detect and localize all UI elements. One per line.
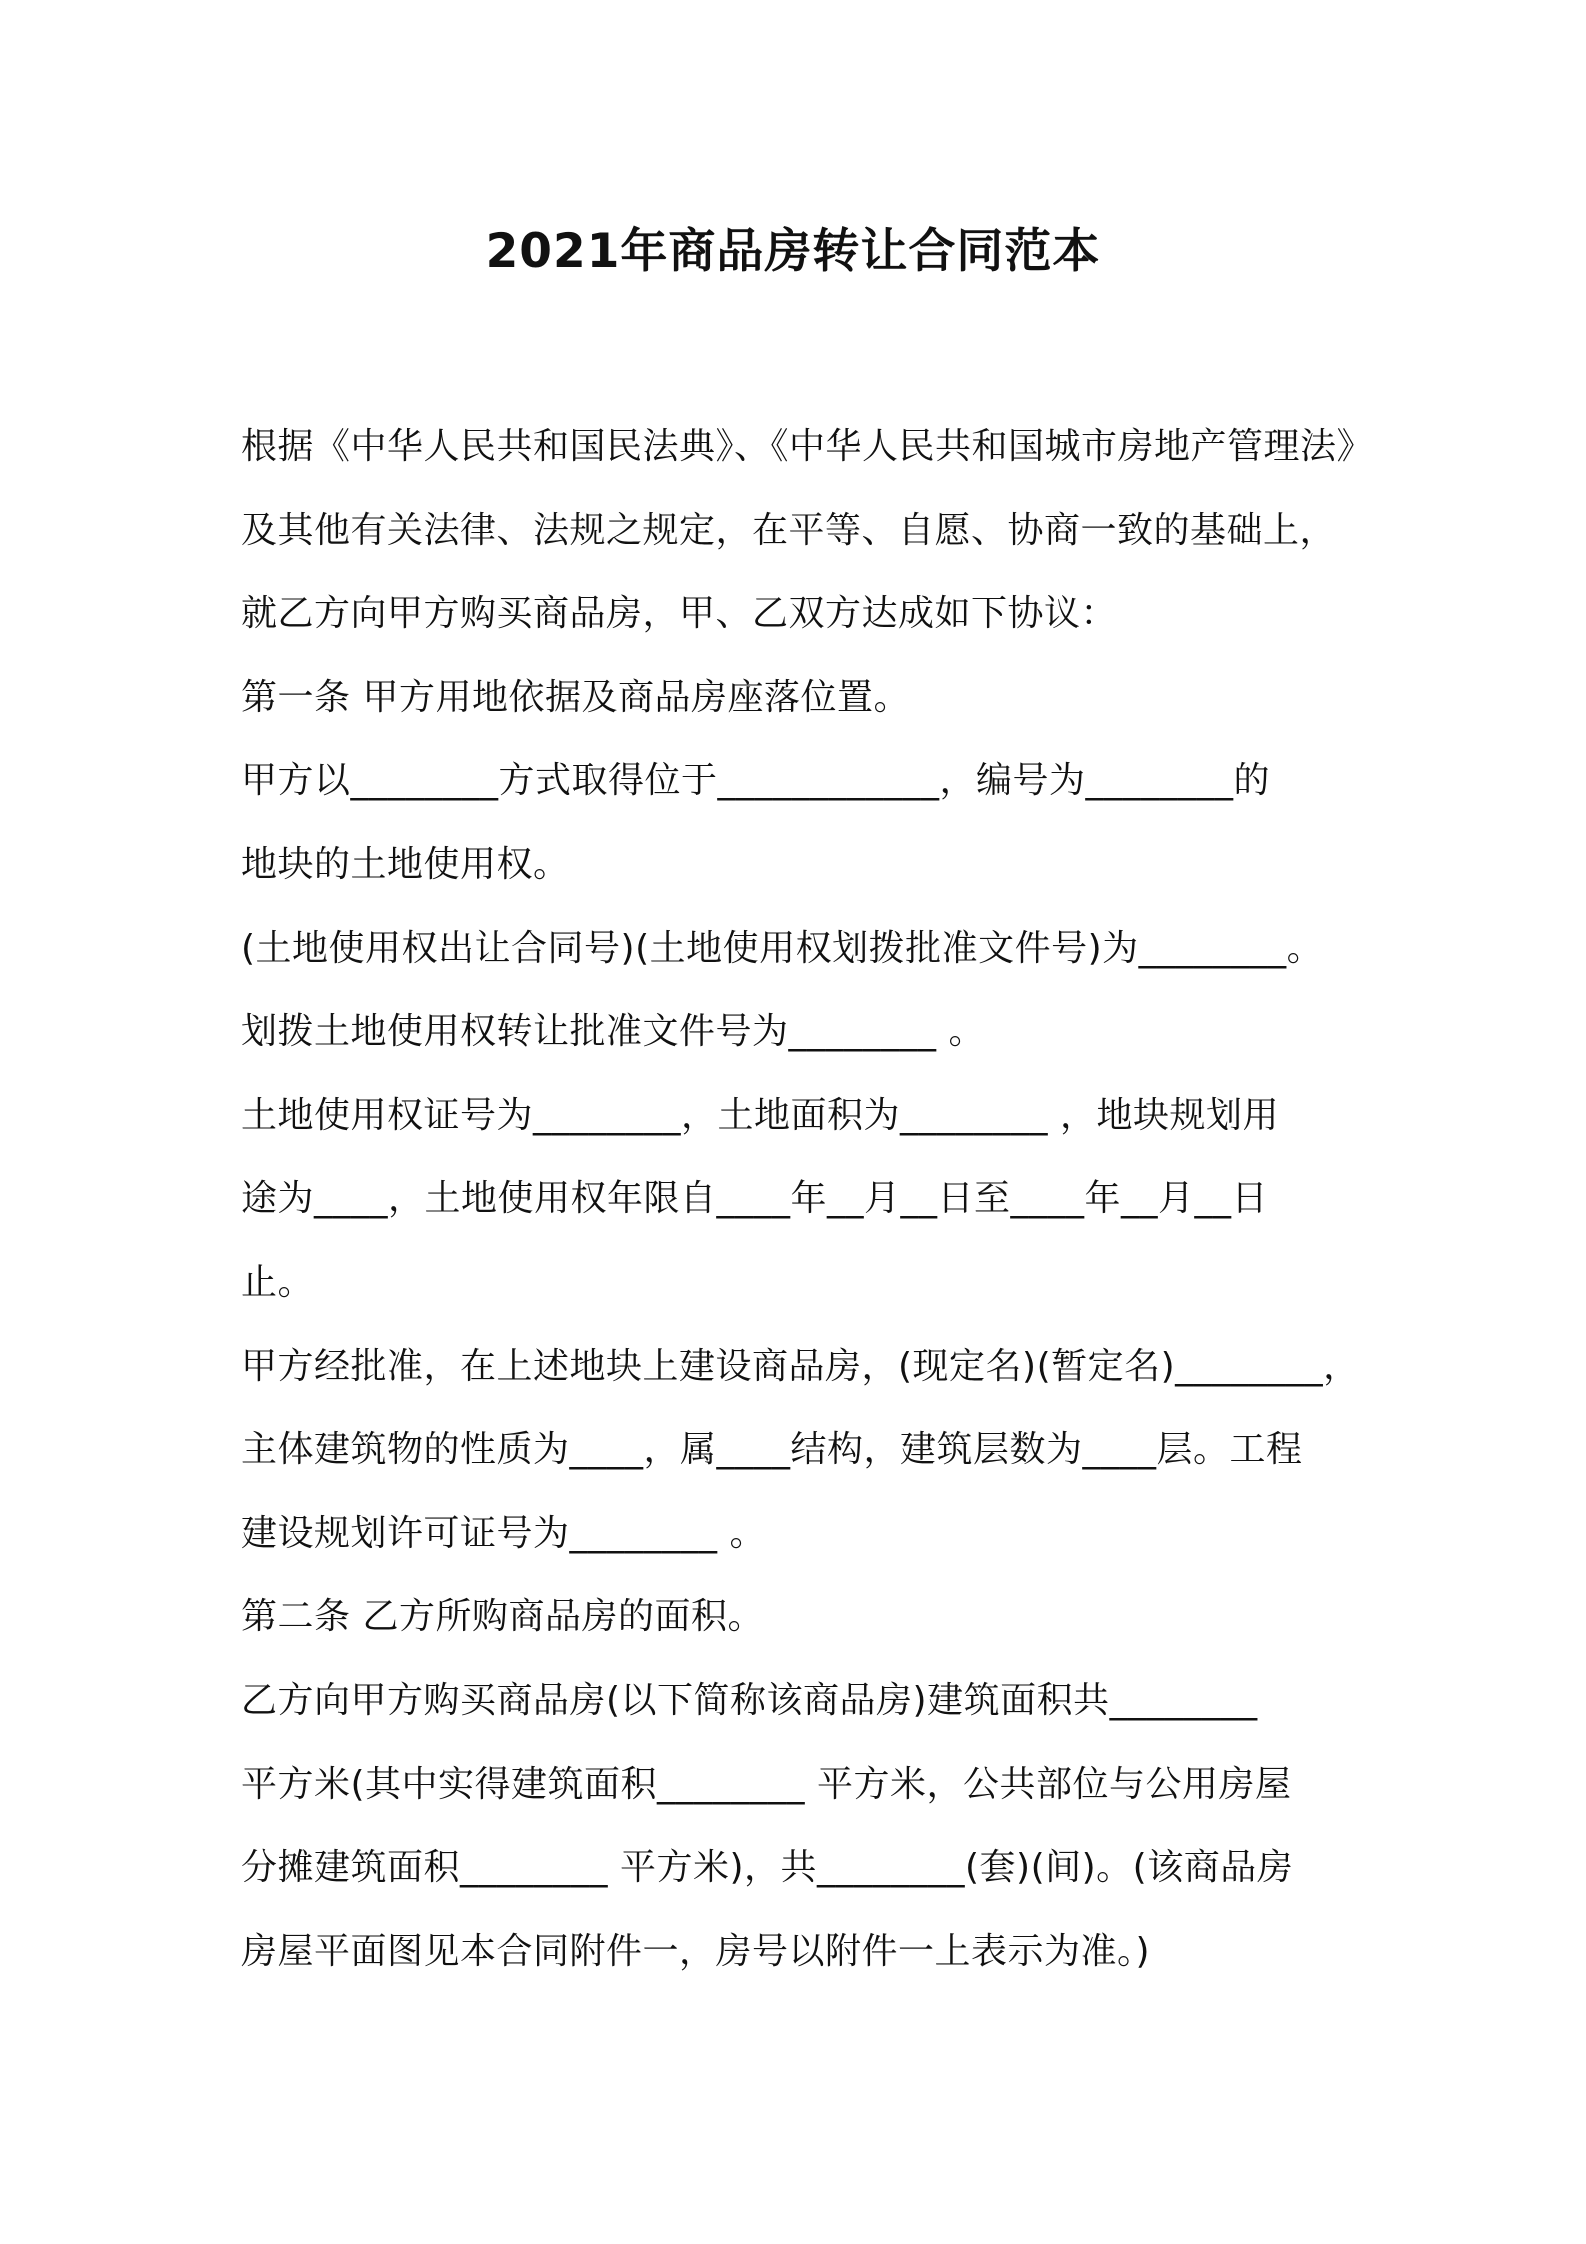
body-line: 房屋平面图见本合同附件一，房号以附件一上表示为准。) — [241, 1930, 1151, 1972]
body-line: 根据《中华人民共和国民法典》、《中华人民共和国城市房地产管理法》 — [241, 426, 1374, 467]
document-title: 2021年商品房转让合同范本 — [485, 224, 1101, 279]
document-body — [241, 405, 1374, 1993]
body-line: 地块的土地使用权。 — [241, 843, 570, 885]
body-line: 分摊建筑面积________ 平方米)，共________(套)(间)。(该商品房 — [241, 1847, 1294, 1889]
body-line: 建设规划许可证号为________ 。 — [241, 1512, 766, 1554]
body-line: 划拨土地使用权转让批准文件号为________ 。 — [241, 1011, 985, 1053]
body-line: (土地使用权出让合同号)(土地使用权划拨批准文件号)为________。 — [241, 927, 1324, 969]
body-line: 止。 — [241, 1261, 315, 1303]
article-2-heading: 第二条 乙方所购商品房的面积。 — [241, 1596, 764, 1638]
body-line: 途为____，土地使用权年限自____年__月__日至____年__月__日 — [241, 1178, 1269, 1220]
body-line: 乙方向甲方购买商品房(以下简称该商品房)建筑面积共________ — [241, 1679, 1258, 1721]
body-line: 土地使用权证号为________，土地面积为________ ，地块规划用 — [241, 1094, 1279, 1136]
article-1-heading: 第一条 甲方用地依据及商品房座落位置。 — [241, 676, 910, 718]
body-line: 及其他有关法律、法规之规定，在平等、自愿、协商一致的基础上， — [241, 509, 1337, 551]
body-line: 就乙方向甲方购买商品房，甲、乙双方达成如下协议： — [241, 593, 1118, 635]
body-line: 主体建筑物的性质为____，属____结构，建筑层数为____层。工程 — [241, 1429, 1303, 1471]
body-line: 甲方经批准，在上述地块上建设商品房，(现定名)(暂定名)________， — [241, 1345, 1360, 1387]
body-line: 甲方以________方式取得位于____________，编号为________的 — [241, 760, 1271, 802]
body-line: 平方米(其中实得建筑面积________ 平方米，公共部位与公用房屋 — [241, 1763, 1292, 1805]
